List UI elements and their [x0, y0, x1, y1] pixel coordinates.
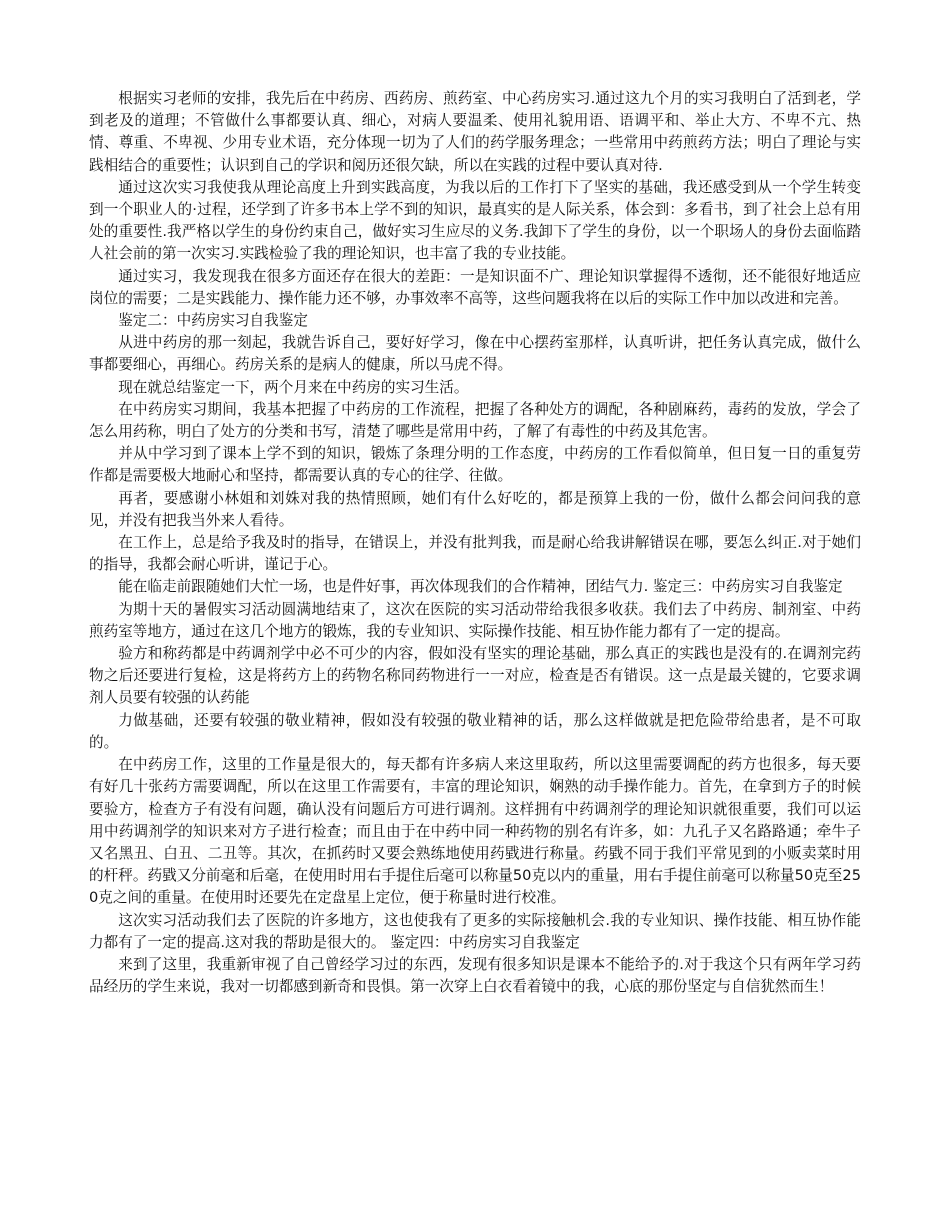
paragraph-13: 力做基础，还要有较强的敬业精神，假如没有较强的敬业精神的话，那么这样做就是把危险带给患者，是不可取的。 [89, 711, 861, 751]
paragraph-4: 从进中药房的那一刻起，我就告诉自己，要好好学习，像在中心摆药室那样，认真听讲，把任务认真完成，做什么事都要细心，再细心。药房关系的是病人的健康，所以马虎不得。 [89, 334, 861, 374]
paragraph-6: 在中药房实习期间，我基本把握了中药房的工作流程，把握了各种处方的调配，各种剧麻药，毒药的发放，学会了怎么用药称，明白了处方的分类和书写，清楚了哪些是常用中药，了解了有毒性的中药及其危害。 [89, 400, 861, 441]
document-body [89, 88, 861, 998]
paragraph-7: 并从中学习到了课本上学不到的知识，锻炼了条理分明的工作态度，中药房的工作看似简单，但日复一日的重复劳作都是需要极大地耐心和坚持，都需要认真的专心的往学、往做。 [89, 445, 861, 485]
paragraph-5: 现在就总结鉴定一下，两个月来在中药房的实习生活。 [118, 378, 469, 396]
paragraph-9: 在工作上，总是给予我及时的指导，在错误上，并没有批判我，而是耐心给我讲解错误在哪，要怎么纠正.对于她们的指导，我都会耐心听讲，谨记于心。 [89, 534, 861, 574]
paragraph-12: 验方和称药都是中药调剂学中必不可少的内容，假如没有坚实的理论基础，那么真正的实践也是没有的.在调剂完药物之后还要进行复检，这是将药方上的药物名称同药物进行一一对应，检查是否有错误。这一点是最关键的，它要求调剂人员要有较强的认药能 [89, 645, 861, 707]
paragraph-15: 这次实习活动我们去了医院的许多地方，这也使我有了更多的实际接触机会.我的专业知识、操作技能、相互协作能力都有了一定的提高.这对我的帮助是很大的。 鉴定四：中药房实习自我鉴定 [89, 911, 861, 951]
paragraph-3: 通过实习，我发现我在很多方面还存在很大的差距：一是知识面不广、理论知识掌握得不透彻，还不能很好地适应岗位的需要；二是实践能力、操作能力还不够，办事效率不高等，这些问题我将在以后的实际工作中加以改进和完善。 [89, 267, 861, 307]
paragraph-16: 来到了这里，我重新审视了自己曾经学习过的东西，发现有很多知识是课本不能给予的.对于我这个只有两年学习药品经历的学生来说，我对一切都感到新奇和畏惧。第一次穿上白衣看着镜中的我，心底的那份坚定与自信犹然而生！ [89, 955, 861, 996]
paragraph-10: 能在临走前跟随她们大忙一场，也是件好事，再次体现我们的合作精神，团结气力. 鉴定三：中药房实习自我鉴定 [118, 578, 843, 596]
paragraph-1: 根据实习老师的安排，我先后在中药房、西药房、煎药室、中心药房实习.通过这九个月的实习我明白了活到老，学到老及的道理；不管做什么事都要认真、细心，对病人要温柔、使用礼貌用语、语调平和、举止大方、不卑不亢、热情、尊重、不卑视、少用专业术语，充分体现一切为了人们的药学服务理念；一些常用中药煎药方法；明白了理论与实践相结合的重要性；认识到自己的学识和阅历还很欠缺，所以在实践的过程中要认真对待. [89, 90, 861, 174]
paragraph-8: 再者，要感谢小林姐和刘姝对我的热情照顾，她们有什么好吃的，都是预算上我的一份，做什么都会问问我的意见，并没有把我当外来人看待。 [89, 489, 861, 529]
paragraph-11: 为期十天的暑假实习活动圆满地结束了，这次在医院的实习活动带给我很多收获。我们去了中药房、制剂室、中药煎药室等地方，通过在这几个地方的锻炼，我的专业知识、实际操作技能、相互协作能力都有了一定的提高。 [89, 600, 861, 640]
paragraph-2: 通过这次实习我使我从理论高度上升到实践高度，为我以后的工作打下了坚实的基础，我还感受到从一个学生转变到一个职业人的·过程，还学到了许多书本上学不到的知识，最真实的是人际关系，体会到：多看书，到了社会上总有用处的重要性.我严格以学生的身份约束自己，做好实习生应尽的义务.我卸下了学生的身份，以一个职场人的身份去面临踏人社会前的第一次实习.实践检验了我的理论知识，也丰富了我的专业技能。 [89, 178, 861, 263]
paragraph-14: 在中药房工作，这里的工作量是很大的，每天都有许多病人来这里取药，所以这里需要调配的药方也很多，每天要有好几十张药方需要调配，所以在这里工作需要有，丰富的理论知识，娴熟的动手操作能力。首先，在拿到方子的时候要验方，检查方子有没有问题，确认没有问题后方可进行调剂。这样拥有中药调剂学的理论知识就很重要，我们可以运用中药调剂学的知识来对方子进行检查；而且由于在中药中同一种药物的别名有许多，如：九孔子又名路路通；牵牛子又名黑丑、白丑、二丑等。其次，在抓药时又要会熟练地使用药戥进行称量。药戥不同于我们平常见到的小贩卖菜时用的杆秤。药戥又分前毫和后毫，在使用时用右手提住后毫可以称量50克以内的重量，用右手提住前毫可以称量50克至250克之间的重量。在使用时还要先在定盘星上定位，便于称量时进行校准。 [89, 756, 861, 907]
section-heading-2: 鉴定二：中药房实习自我鉴定 [118, 312, 308, 330]
